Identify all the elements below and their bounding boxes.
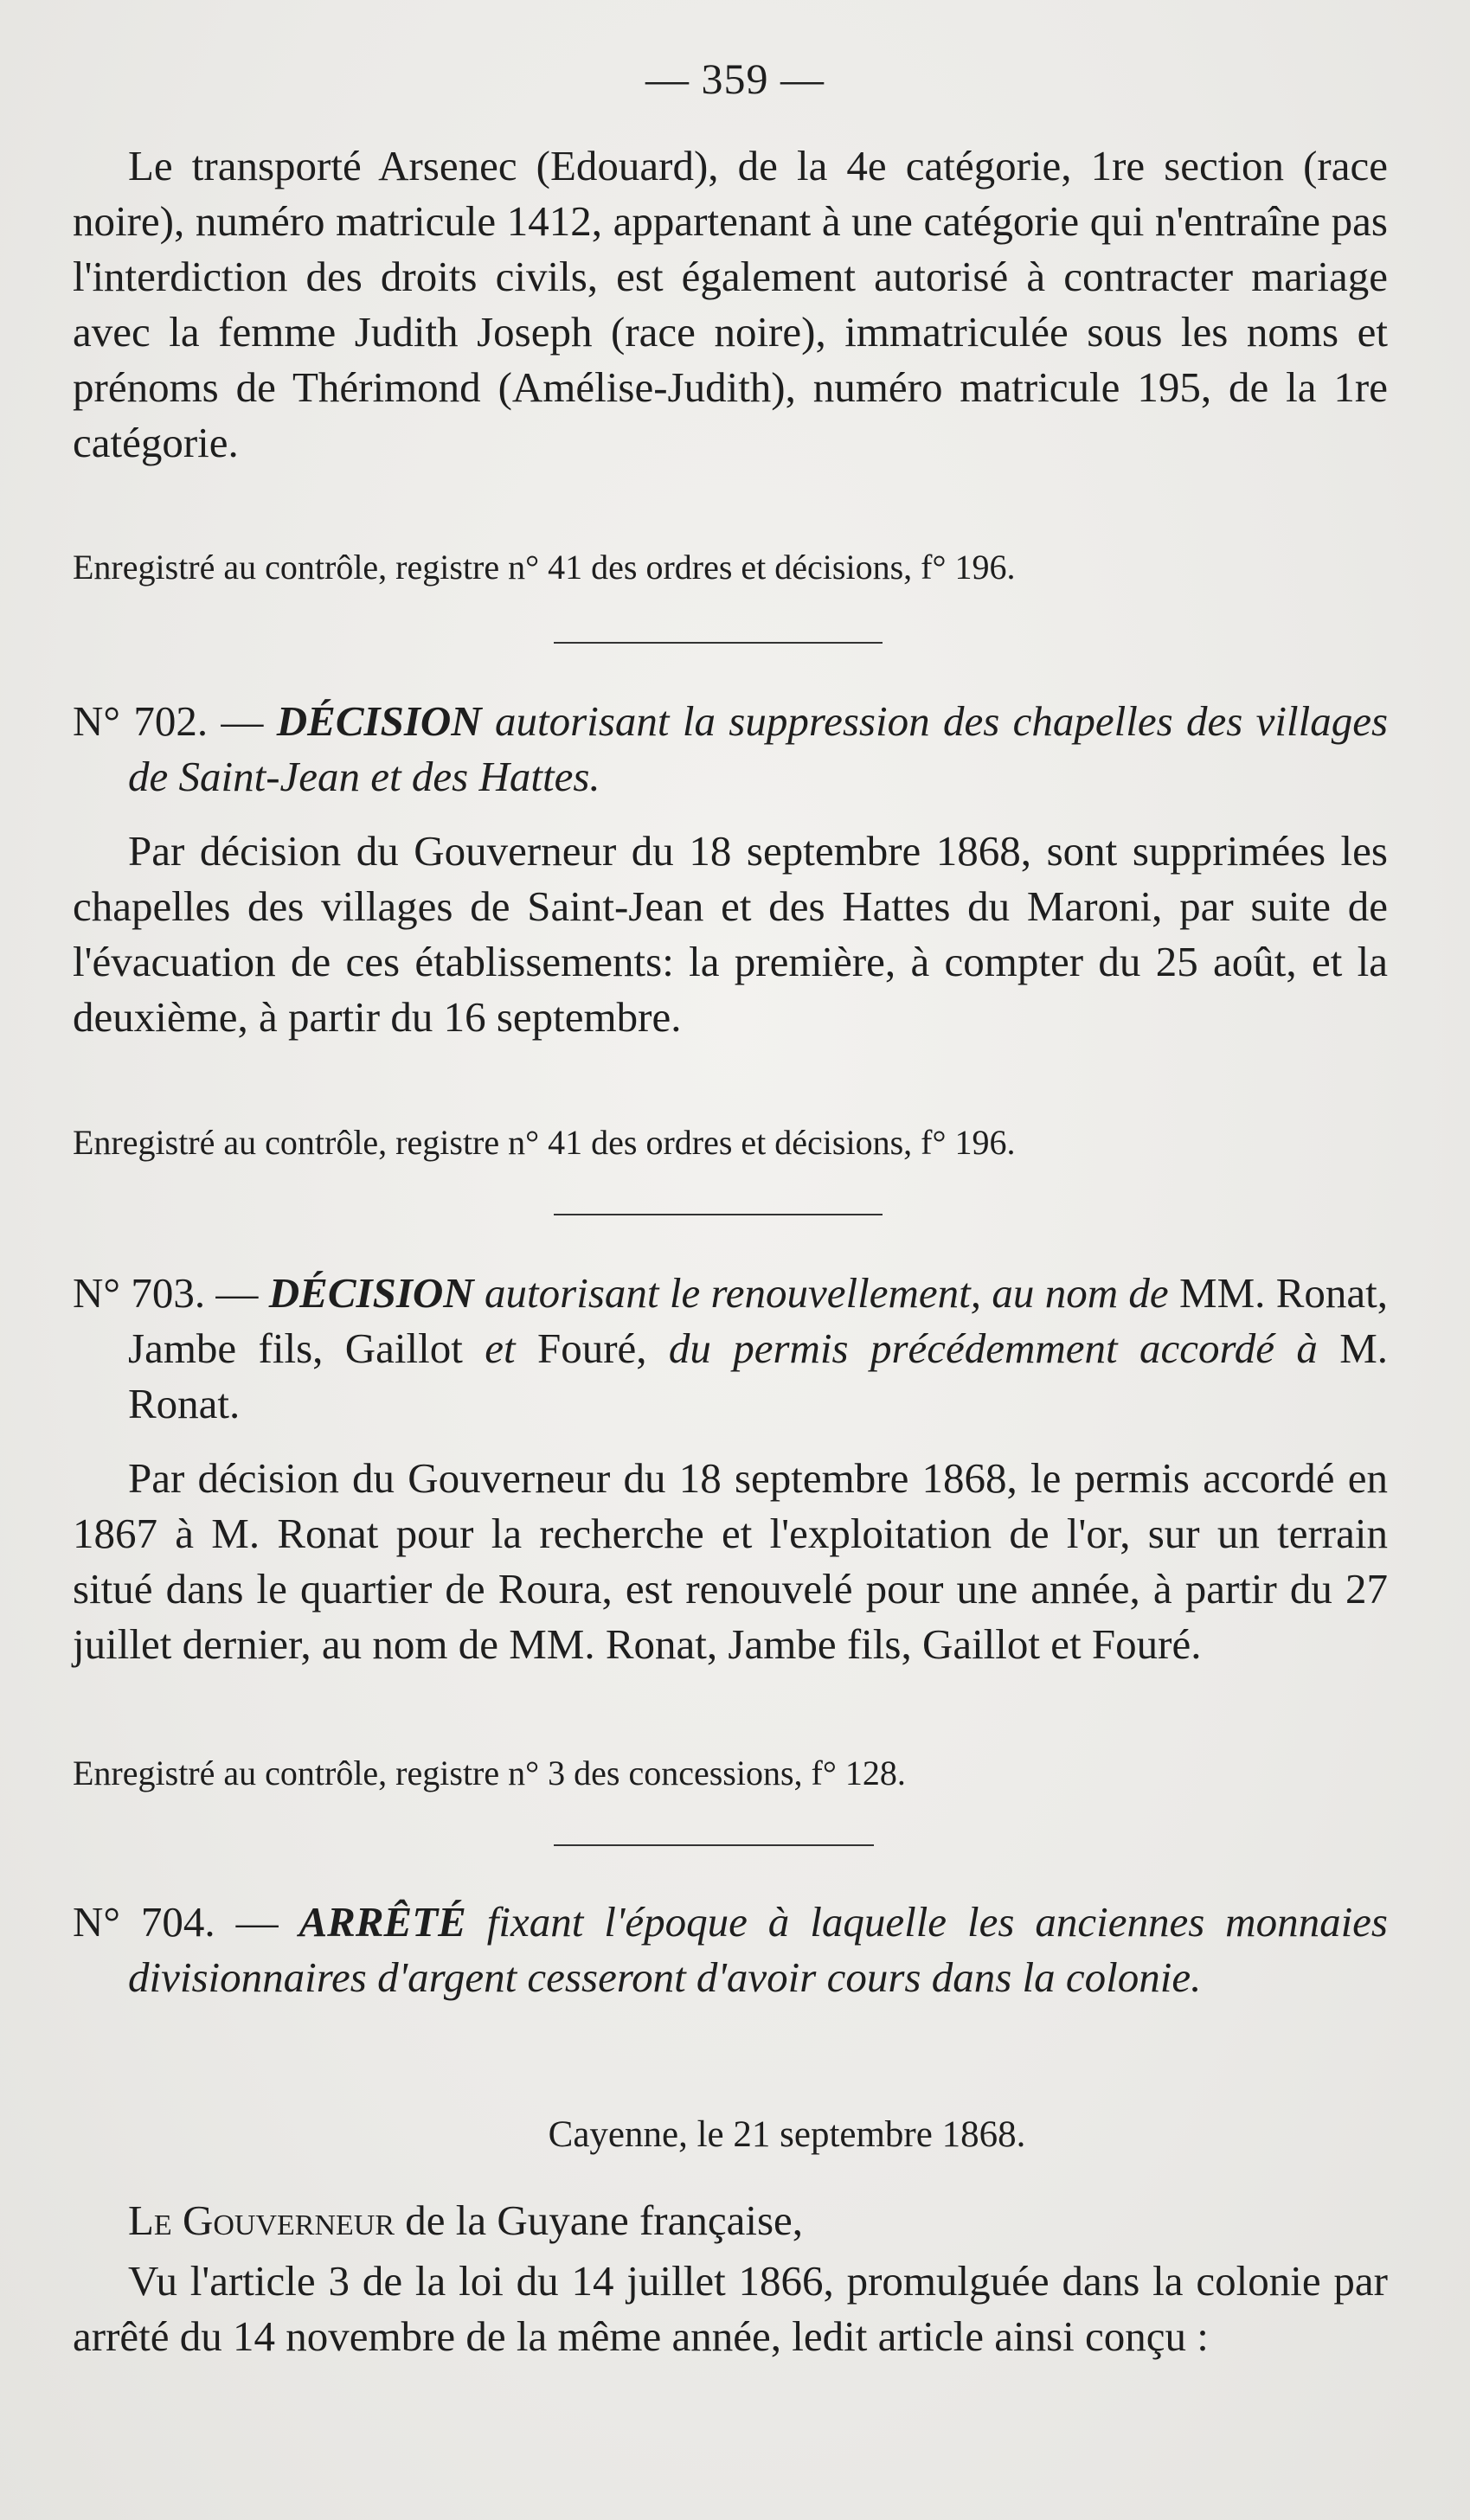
governor-title: Le Gouverneur — [128, 2196, 395, 2244]
section-heading — [73, 1266, 1388, 1432]
section-title-part: et — [485, 1324, 516, 1372]
registration-line — [73, 1749, 1388, 1798]
governor-text — [73, 2193, 1388, 2248]
dateline: Cayenne, le 21 septembre 1868. — [548, 2114, 1026, 2155]
section-title-part: Fouré, — [536, 1324, 647, 1372]
section-title: autorisant la suppression des chapelles des villages de Saint-Jean et des Hattes. — [128, 697, 1389, 800]
section-702 — [73, 694, 1388, 805]
separator-rule — [554, 1844, 874, 1846]
paragraph-arsenec — [73, 138, 1388, 471]
section-dash: — — [235, 1898, 279, 1946]
registration-text: Enregistré au contrôle, registre n° 41 des ordres et décisions, f° 196. — [73, 548, 1016, 587]
section-kind: ARRÊTÉ — [298, 1898, 466, 1946]
section-body: Vu l'article 3 de la loi du 14 juillet 1866, promulguée dans la colonie par arrêté du 14 novembre de la même année, ledit article ainsi conçu : — [73, 2257, 1388, 2360]
section-dash: — — [215, 1269, 259, 1317]
section-number: N° 702. — [73, 697, 209, 745]
section-702-body — [73, 824, 1388, 1045]
section-title-part: M. Ronat. — [128, 1324, 1389, 1427]
section-title-part: MM. Ronat, Jambe fils, Gaillot — [128, 1269, 1389, 1372]
registration-text: Enregistré au contrôle, registre n° 3 des concessions, f° 128. — [73, 1754, 906, 1792]
section-kind: DÉCISION — [276, 697, 482, 745]
section-body: Par décision du Gouverneur du 18 septembre 1868, sont supprimées les chapelles des villages de Saint-Jean et des Hattes du Maroni, par suite de l'évacuation de ces établissements: la première, à compter du 25 août, et la deuxième, à partir du 16 septembre. — [73, 827, 1388, 1041]
section-dash: — — [221, 697, 264, 745]
separator-rule — [554, 1214, 883, 1215]
section-title-part: du permis précédemment accordé à — [668, 1324, 1318, 1372]
section-heading — [73, 1895, 1388, 2005]
section-704 — [73, 1895, 1388, 2005]
section-body: Par décision du Gouverneur du 18 septembre 1868, le permis accordé en 1867 à M. Ronat pour la recherche et l'exploitation de l'or, sur un terrain situé dans le quartier de Roura, est renouvelé pour une année, à partir du 27 juillet dernier, au nom de MM. Ronat, Jambe fils, Gaillot et Fouré. — [73, 1454, 1388, 1668]
section-heading — [73, 694, 1388, 805]
section-704-body — [73, 2254, 1388, 2364]
section-703 — [73, 1266, 1388, 1432]
page-number: — 359 — — [645, 55, 825, 103]
separator-rule — [554, 642, 883, 644]
registration-line — [73, 543, 1388, 592]
registration-line — [73, 1119, 1388, 1167]
section-title-part: autorisant le renouvellement, au nom de — [485, 1269, 1169, 1317]
paragraph-text: Le transporté Arsenec (Edouard), de la 4e catégorie, 1re section (race noire), numéro matricule 1412, appartenant à une catégorie qui n'entraîne pas l'interdiction des droits civils, est également autorisé à contracter mariage avec la femme Judith Joseph (race noire), immatriculée sous les noms et prénoms de Thérimond (Amélise-Judith), numéro matricule 195, de la 1re catégorie. — [73, 142, 1388, 466]
registration-text: Enregistré au contrôle, registre n° 41 des ordres et décisions, f° 196. — [73, 1123, 1016, 1162]
section-title: fixant l'époque à laquelle les anciennes monnaies divisionnaires d'argent cesseront d'avoir cours dans la colonie. — [128, 1898, 1388, 2001]
section-number: N° 703. — [73, 1269, 206, 1317]
section-number: N° 704. — [73, 1898, 215, 1946]
governor-rest: de la Guyane française, — [405, 2196, 804, 2244]
section-703-body — [73, 1451, 1388, 1672]
section-kind: DÉCISION — [268, 1269, 474, 1317]
governor-line — [73, 2193, 1388, 2248]
